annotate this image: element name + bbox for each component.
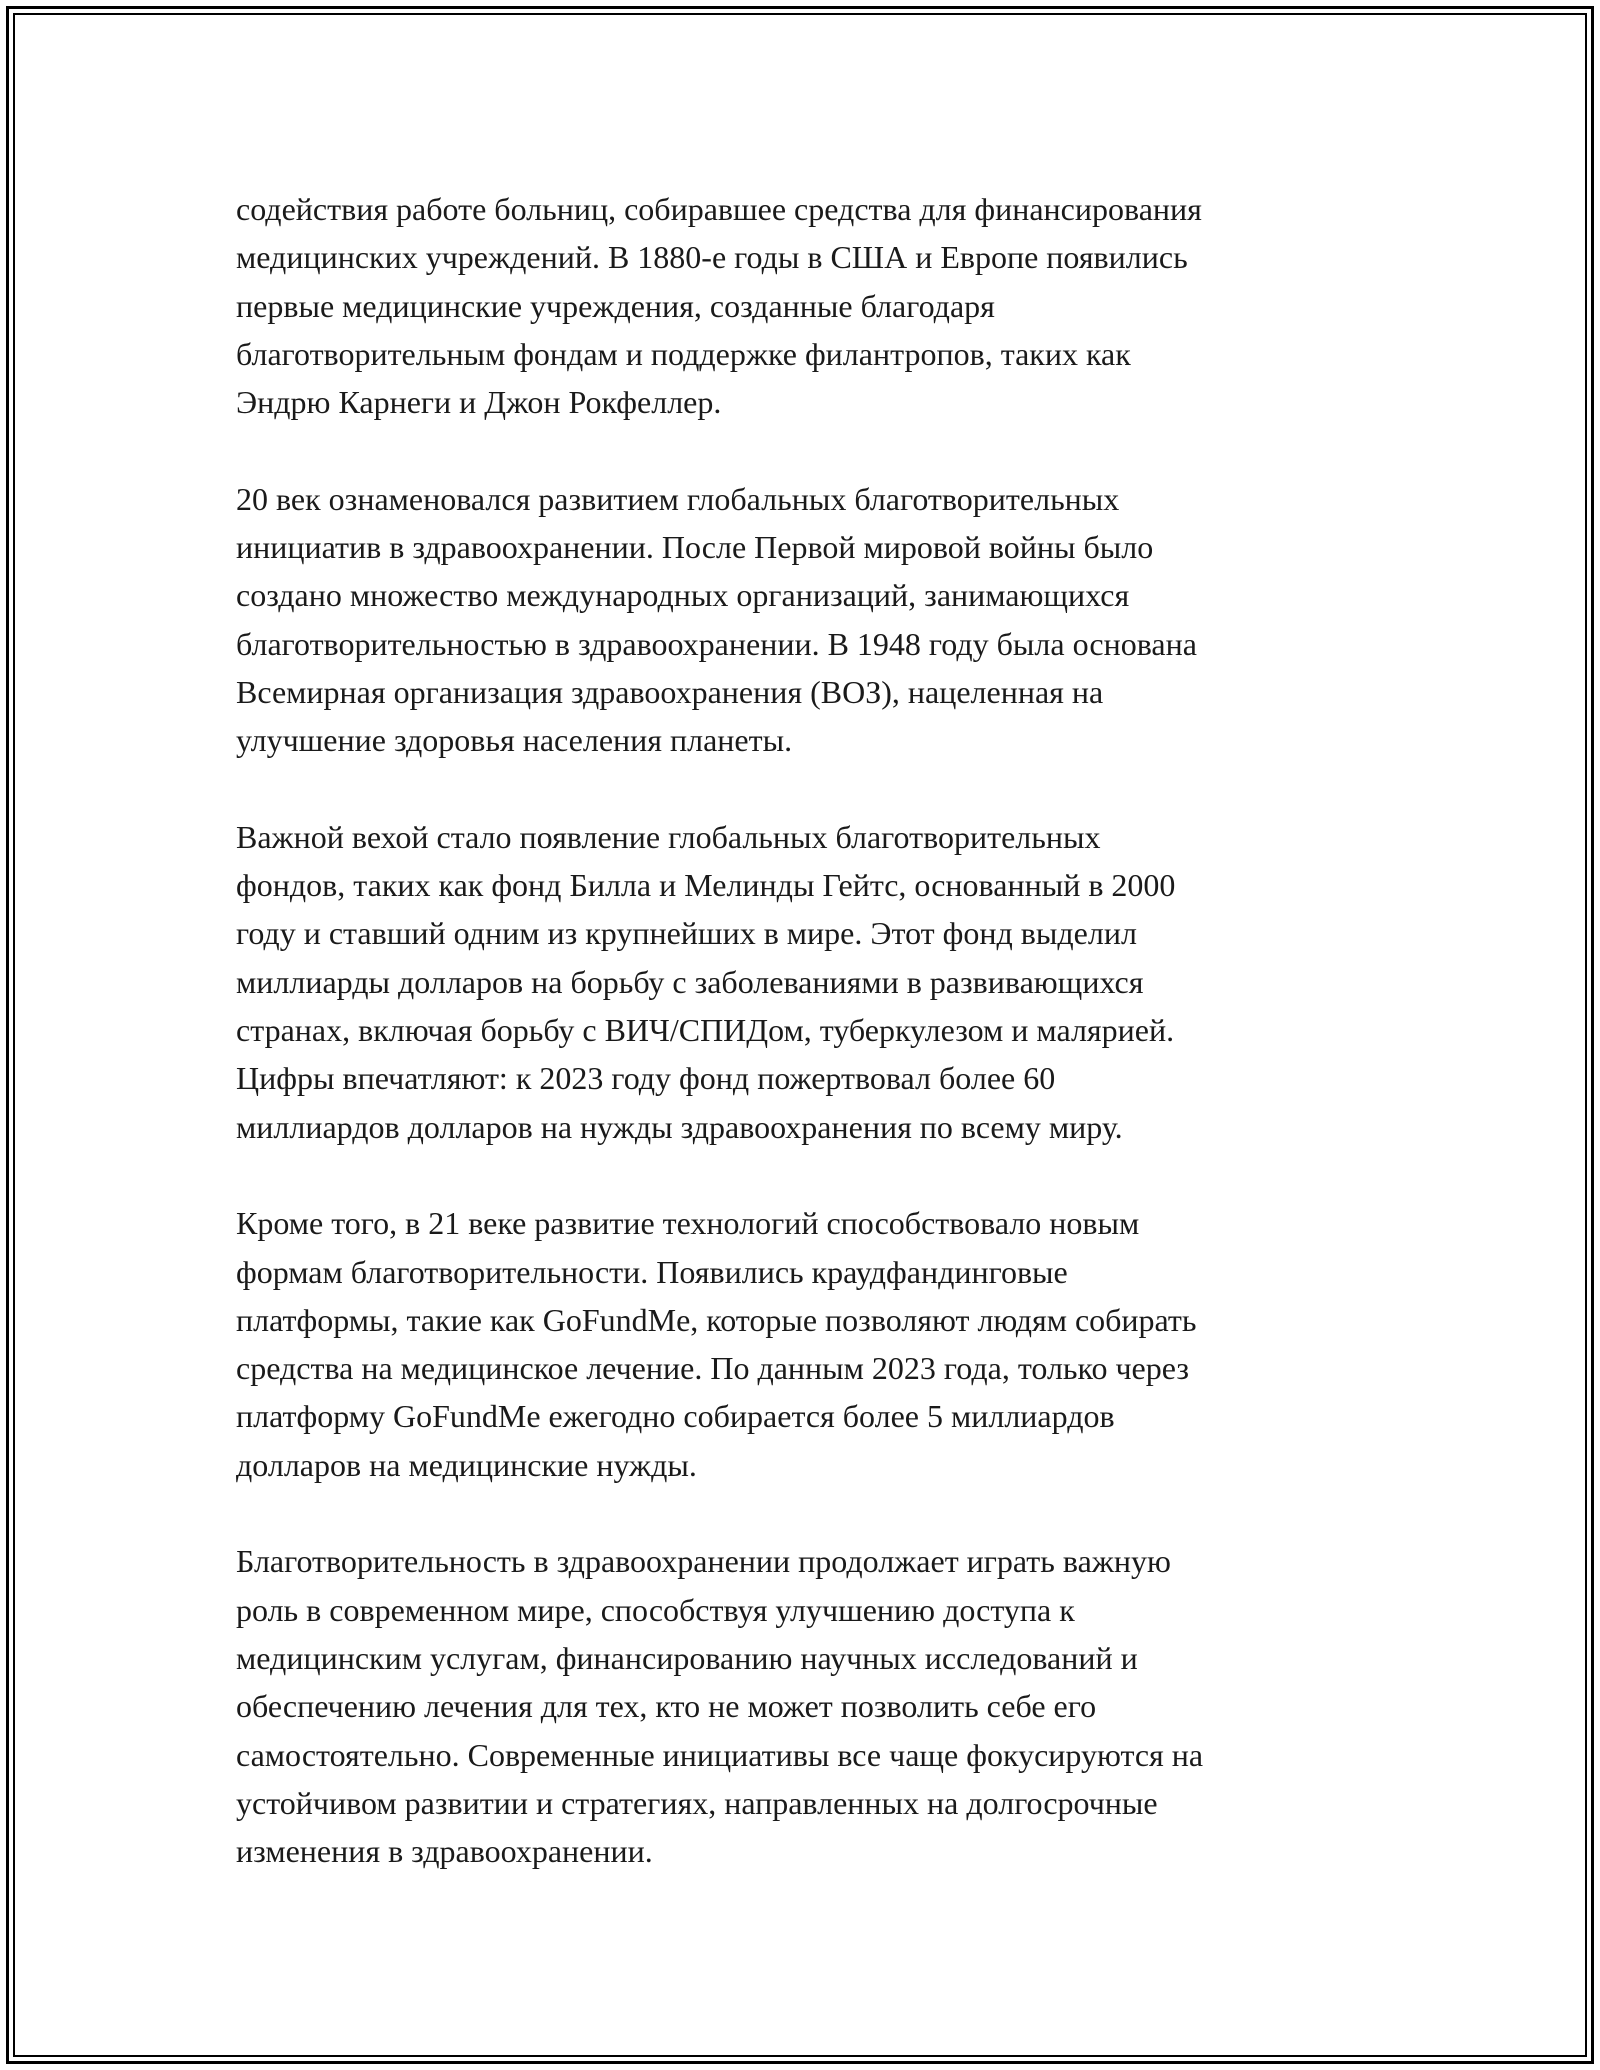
text-line: 20 век ознаменовался развитием глобальных благотворительных <box>236 480 1120 517</box>
text-line: устойчивом развитии и стратегиях, направленных на долгосрочные <box>236 1784 1158 1821</box>
text-line: фондов, таких как фонд Билла и Мелинды Гейтс, основанный в 2000 <box>236 867 1176 904</box>
text-line: инициатив в здравоохранении. После Первой мировой войны было <box>236 529 1154 566</box>
paragraph <box>236 813 1366 1151</box>
paragraph <box>236 475 1366 765</box>
text-line: миллиардов долларов на нужды здравоохранения по всему миру. <box>236 1108 1123 1145</box>
paragraph <box>236 1199 1366 1489</box>
text-line: улучшение здоровья населения планеты. <box>236 722 793 759</box>
text-line: благотворительностью в здравоохранении. В 1948 году была основана <box>236 625 1197 662</box>
text-line: странах, включая борьбу с ВИЧ/СПИДом, туберкулезом и малярией. <box>236 1012 1175 1049</box>
text-line: году и ставший одним из крупнейших в мире. Этот фонд выделил <box>236 915 1137 952</box>
text-line: обеспечению лечения для тех, кто не может позволить себе его <box>236 1688 1097 1725</box>
document-body <box>236 185 1366 1924</box>
paragraph <box>236 1537 1366 1875</box>
text-line: миллиарды долларов на борьбу с заболеваниями в развивающихся <box>236 963 1144 1000</box>
text-line: Цифры впечатляют: к 2023 году фонд пожертвовал более 60 <box>236 1060 1056 1097</box>
text-line: Благотворительность в здравоохранении продолжает играть важную <box>236 1543 1171 1580</box>
text-line: первые медицинские учреждения, созданные благодаря <box>236 287 995 324</box>
text-line: медицинским услугам, финансированию научных исследований и <box>236 1639 1138 1676</box>
text-line: роль в современном мире, способствуя улучшению доступа к <box>236 1591 1075 1628</box>
text-line: Важной вехой стало появление глобальных благотворительных <box>236 818 1101 855</box>
text-line: самостоятельно. Современные инициативы все чаще фокусируются на <box>236 1736 1204 1773</box>
text-line: медицинских учреждений. В 1880-е годы в США и Европе появились <box>236 239 1188 276</box>
text-line: содействия работе больниц, собиравшее средства для финансирования <box>236 191 1202 227</box>
text-line: Всемирная организация здравоохранения (ВОЗ), нацеленная на <box>236 673 1104 710</box>
text-line: создано множество международных организаций, занимающихся <box>236 577 1130 614</box>
text-line: платформу GoFundMe ежегодно собирается более 5 миллиардов <box>236 1398 1115 1435</box>
text-line: изменения в здравоохранении. <box>236 1833 653 1870</box>
text-line: средства на медицинское лечение. По данным 2023 года, только через <box>236 1350 1189 1387</box>
text-line: долларов на медицинские нужды. <box>236 1446 697 1483</box>
text-line: благотворительным фондам и поддержке филантропов, таких как <box>236 335 1131 372</box>
paragraph <box>236 185 1366 426</box>
text-line: формам благотворительности. Появились краудфандинговые <box>236 1253 1068 1290</box>
text-line: платформы, такие как GoFundMe, которые позволяют людям собирать <box>236 1301 1197 1338</box>
text-line: Кроме того, в 21 веке развитие технологий способствовало новым <box>236 1205 1140 1242</box>
text-line: Эндрю Карнеги и Джон Рокфеллер. <box>236 384 722 421</box>
